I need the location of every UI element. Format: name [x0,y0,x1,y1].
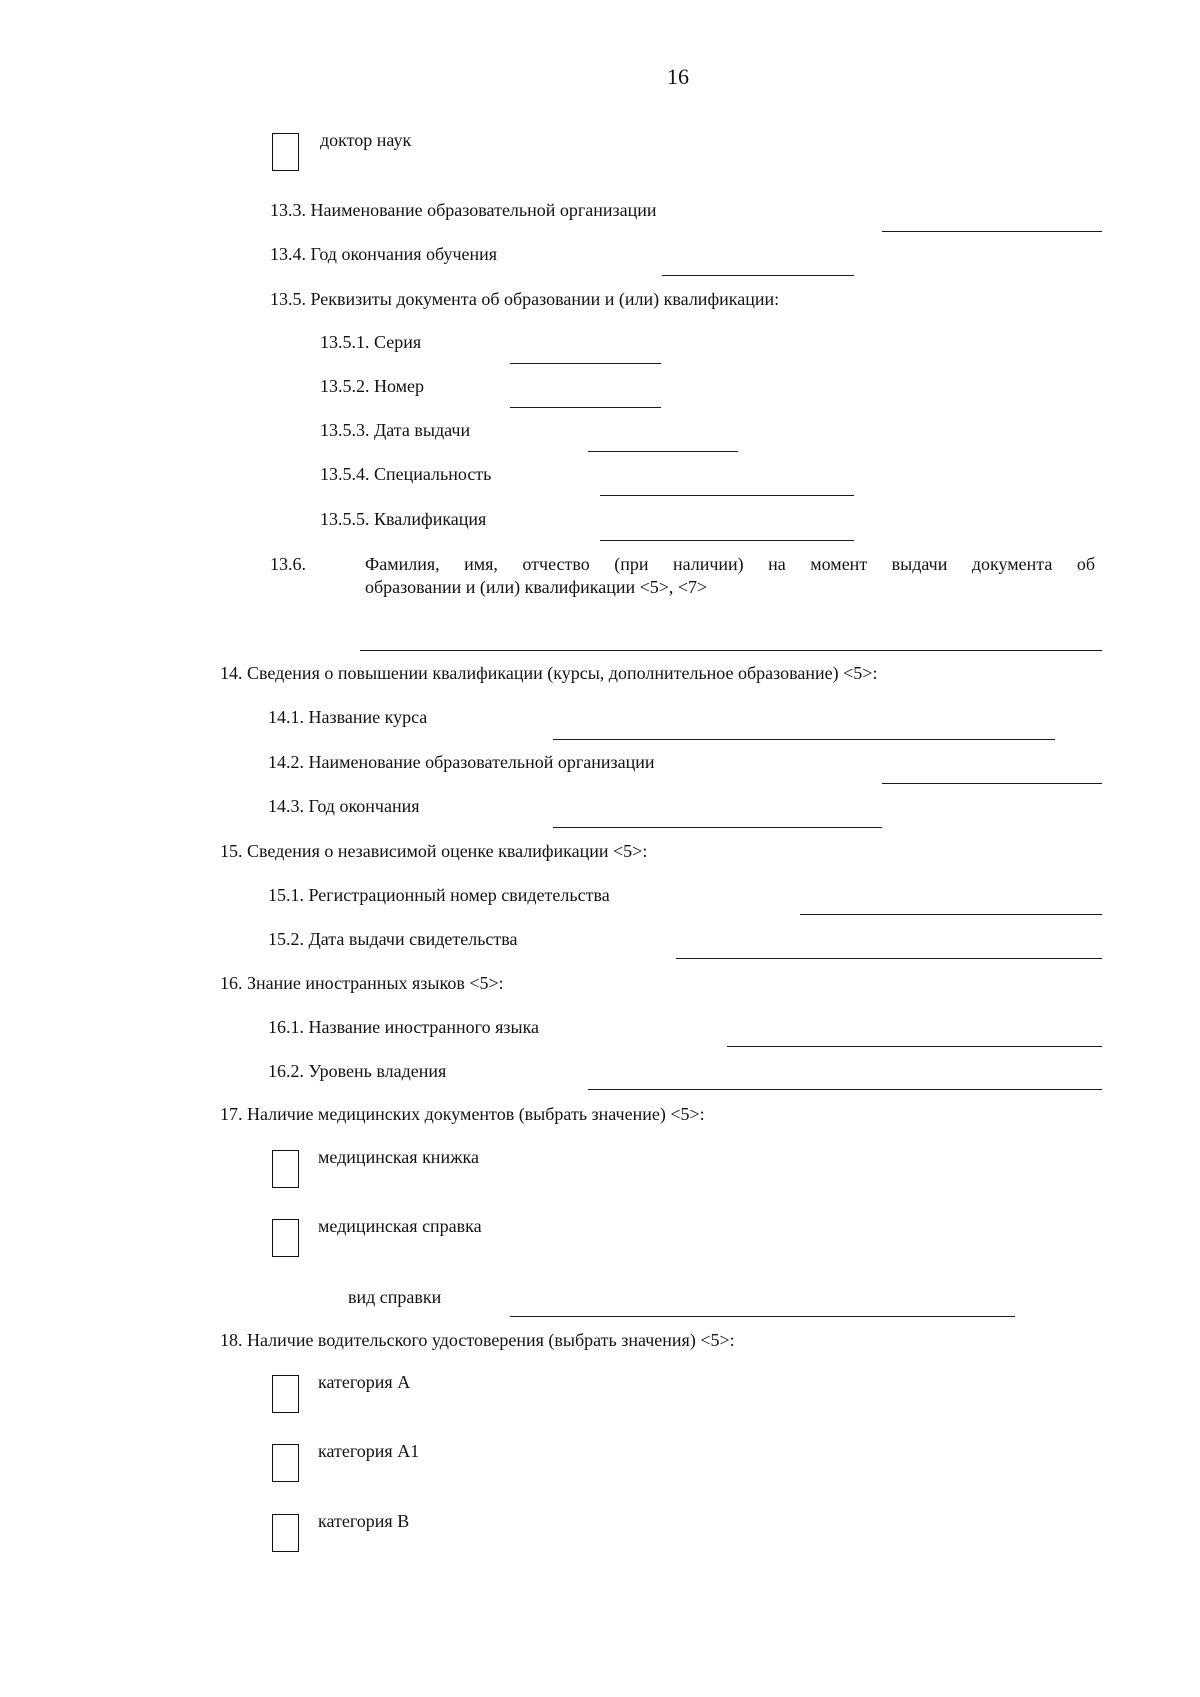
certificate-type-label: вид справки [348,1287,442,1307]
s16-1-field[interactable] [727,1046,1102,1047]
s16-1-label: 16.1. Название иностранного языка [268,1017,540,1037]
s14-title: 14. Сведения о повышении квалификации (курсы, дополнительное образование) <5>: [220,663,878,683]
s15-2-field[interactable] [676,958,1102,959]
s14-1-field[interactable] [553,739,1055,740]
s13-3-label: 13.3. Наименование образовательной организации [270,200,657,220]
category-a1-checkbox[interactable] [272,1444,299,1482]
s13-6-number: 13.6. [270,554,306,574]
s16-title: 16. Знание иностранных языков <5>: [220,973,504,993]
s13-5-5-label: 13.5.5. Квалификация [320,509,487,529]
s13-4-label: 13.4. Год окончания обучения [270,244,498,264]
s13-5-5-field[interactable] [600,540,854,541]
s16-2-label: 16.2. Уровень владения [268,1061,447,1081]
s13-5-label: 13.5. Реквизиты документа об образовании и (или) квалификации: [270,289,780,309]
s13-5-4-field[interactable] [600,495,854,496]
s18-title: 18. Наличие водительского удостоверения (выбрать значения) <5>: [220,1330,735,1350]
s13-5-3-field[interactable] [588,451,738,452]
category-a-label: категория А [318,1372,411,1392]
medical-book-checkbox[interactable] [272,1150,299,1188]
s13-5-3-label: 13.5.3. Дата выдачи [320,420,471,440]
s15-2-label: 15.2. Дата выдачи свидетельства [268,929,518,949]
s14-2-label: 14.2. Наименование образовательной организации [268,752,655,772]
s13-5-1-field[interactable] [510,363,661,364]
s13-5-4-label: 13.5.4. Специальность [320,464,492,484]
s13-4-field[interactable] [662,275,854,276]
s13-5-2-field[interactable] [510,407,661,408]
s14-1-label: 14.1. Название курса [268,707,428,727]
category-b-checkbox[interactable] [272,1514,299,1552]
page-number: 16 [667,64,689,89]
s14-2-field[interactable] [882,783,1102,784]
s15-1-label: 15.1. Регистрационный номер свидетельства [268,885,610,905]
s13-6-line1: Фамилия, имя, отчество (при наличии) на момент выдачи документа об [365,554,1095,574]
s13-6-field[interactable] [360,650,1102,651]
s13-5-2-label: 13.5.2. Номер [320,376,425,396]
s15-title: 15. Сведения о независимой оценке квалификации <5>: [220,841,648,861]
category-b-label: категория В [318,1511,410,1531]
certificate-type-field[interactable] [510,1316,1015,1317]
doctor-of-sciences-checkbox[interactable] [272,133,299,171]
doctor-of-sciences-label: доктор наук [320,130,412,150]
medical-certificate-label: медицинская справка [318,1216,482,1236]
medical-certificate-checkbox[interactable] [272,1219,299,1257]
medical-book-label: медицинская книжка [318,1147,479,1167]
s17-title: 17. Наличие медицинских документов (выбрать значение) <5>: [220,1104,705,1124]
s14-3-label: 14.3. Год окончания [268,796,420,816]
category-a1-label: категория А1 [318,1441,420,1461]
s13-5-1-label: 13.5.1. Серия [320,332,422,352]
s16-2-field[interactable] [588,1089,1102,1090]
s13-6-line2: образовании и (или) квалификации <5>, <7> [365,577,708,597]
s15-1-field[interactable] [800,914,1102,915]
category-a-checkbox[interactable] [272,1375,299,1413]
s14-3-field[interactable] [553,827,882,828]
s13-3-field[interactable] [882,231,1102,232]
